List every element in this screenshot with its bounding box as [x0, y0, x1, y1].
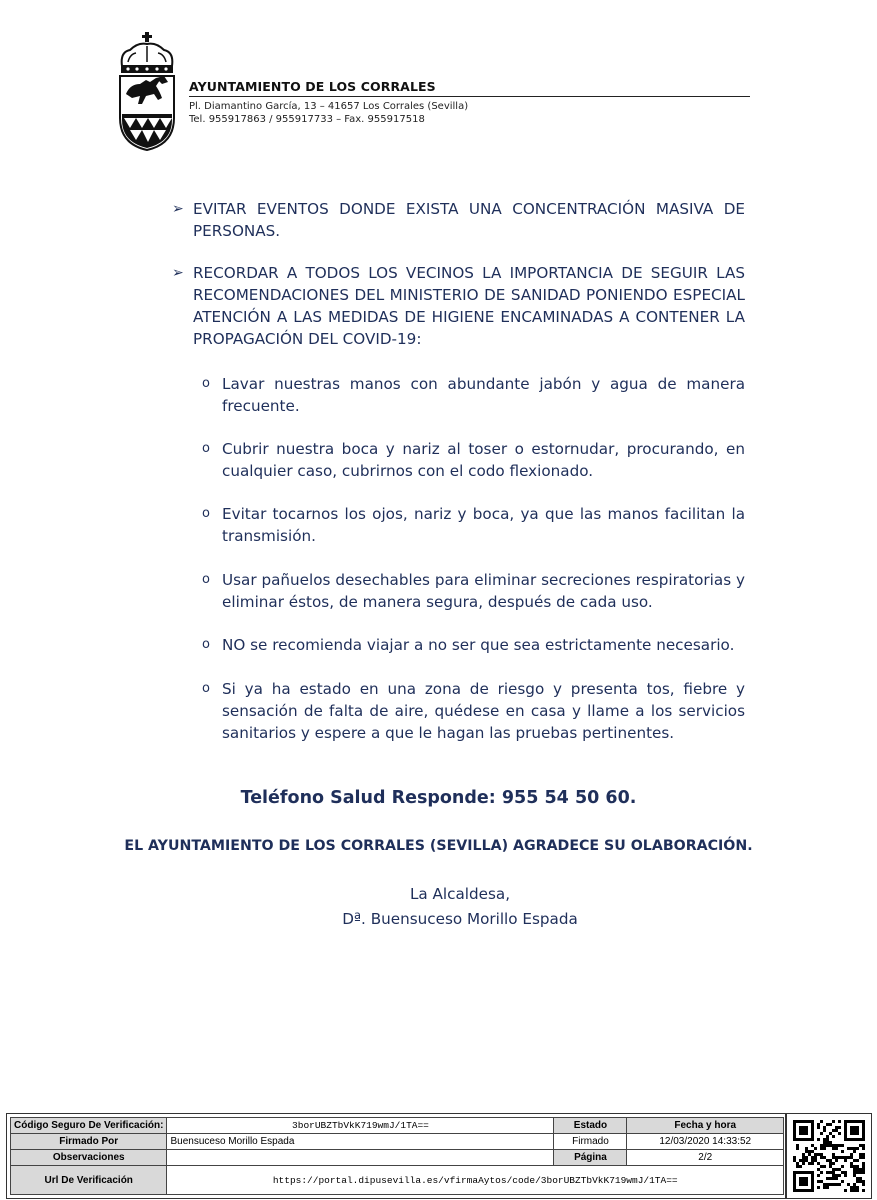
sub-item-1 [202, 373, 745, 417]
signed-by-value: Buensuceso Morillo Espada [167, 1134, 554, 1150]
sub-item-text: NO se recomienda viajar a no ser que sea estrictamente necesario. [222, 636, 735, 654]
letterhead [189, 79, 750, 125]
sub-item-text: Usar pañuelos desechables para eliminar secreciones respiratorias y eliminar éstos, de manera segura, después de cada uso. [222, 571, 745, 611]
bullet-text: EVITAR EVENTOS DONDE EXISTA UNA CONCENTRACIÓN MASIVA DE PERSONAS. [193, 200, 745, 240]
bullet-1 [172, 198, 745, 242]
status-label: Estado [554, 1118, 627, 1134]
thanks-line: EL AYUNTAMIENTO DE LOS CORRALES (SEVILLA) AGRADECE SU OLABORACIÓN. [124, 838, 753, 854]
signed-by-label: Firmado Por [11, 1134, 167, 1150]
sub-item-text: Evitar tocarnos los ojos, nariz y boca, ya que las manos facilitan la transmisión. [222, 505, 745, 545]
observations-label: Observaciones [11, 1150, 167, 1166]
verification-table [6, 1113, 786, 1199]
org-name: AYUNTAMIENTO DE LOS CORRALES [189, 79, 750, 97]
code-value: 3borUBZTbVkK719wmJ/1TA== [167, 1118, 554, 1134]
sub-item-2 [202, 438, 745, 482]
circle-bullet-icon: o [202, 506, 210, 521]
qr-code-icon[interactable] [793, 1120, 865, 1192]
sub-item-4 [202, 569, 745, 613]
sub-item-6 [202, 678, 745, 744]
arrow-bullet-icon: ➢ [172, 265, 184, 281]
circle-bullet-icon: o [202, 637, 210, 652]
status-value: Firmado [554, 1134, 627, 1150]
sub-item-text: Lavar nuestras manos con abundante jabón y agua de manera frecuente. [222, 375, 745, 415]
arrow-bullet-icon: ➢ [172, 201, 184, 217]
bullet-text: RECORDAR A TODOS LOS VECINOS LA IMPORTANCIA DE SEGUIR LAS RECOMENDACIONES DEL MINISTERIO DE SANIDAD PONIENDO ESPECIAL ATENCIÓN A LAS MEDIDAS DE HIGIENE ENCAMINADAS A CONTENER LA PROPAGACIÓN DEL COVID-19: [193, 264, 745, 348]
circle-bullet-icon: o [202, 681, 210, 696]
org-phones: Tel. 955917863 / 955917733 – Fax. 955917518 [189, 114, 425, 125]
circle-bullet-icon: o [202, 376, 210, 391]
observations-value [167, 1150, 554, 1166]
qr-code-frame [786, 1113, 872, 1199]
bullet-2 [172, 262, 745, 350]
sub-item-text: Cubrir nuestra boca y nariz al toser o estornudar, procurando, en cualquier caso, cubrirnos con el codo flexionado. [222, 440, 745, 480]
circle-bullet-icon: o [202, 572, 210, 587]
signer-role: La Alcaldesa, [409, 885, 511, 903]
circle-bullet-icon: o [202, 441, 210, 456]
signature-block [250, 882, 670, 932]
sub-item-text: Si ya ha estado en una zona de riesgo y presenta tos, fiebre y sensación de falta de aire, quédese en casa y llame a los servicios sanitarios y espere a que le hagan las pruebas pertinentes. [222, 680, 745, 742]
coat-of-arms-logo [116, 32, 178, 152]
health-phone-line: Teléfono Salud Responde: 955 54 50 60. [240, 788, 637, 808]
page-value: 2/2 [627, 1150, 784, 1166]
page-label: Página [554, 1150, 627, 1166]
verification-url[interactable]: https://portal.dipusevilla.es/vfirmaAytos/code/3borUBZTbVkK719wmJ/1TA== [167, 1166, 784, 1195]
code-label: Código Seguro De Verificación: [11, 1118, 167, 1134]
datetime-label: Fecha y hora [627, 1118, 784, 1134]
sub-item-5 [202, 634, 745, 656]
url-label: Url De Verificación [11, 1166, 167, 1195]
signer-name: Dª. Buensuceso Morillo Espada [342, 910, 578, 928]
sub-item-3 [202, 503, 745, 547]
datetime-value: 12/03/2020 14:33:52 [627, 1134, 784, 1150]
org-address: Pl. Diamantino García, 13 – 41657 Los Corrales (Sevilla) [189, 101, 469, 112]
